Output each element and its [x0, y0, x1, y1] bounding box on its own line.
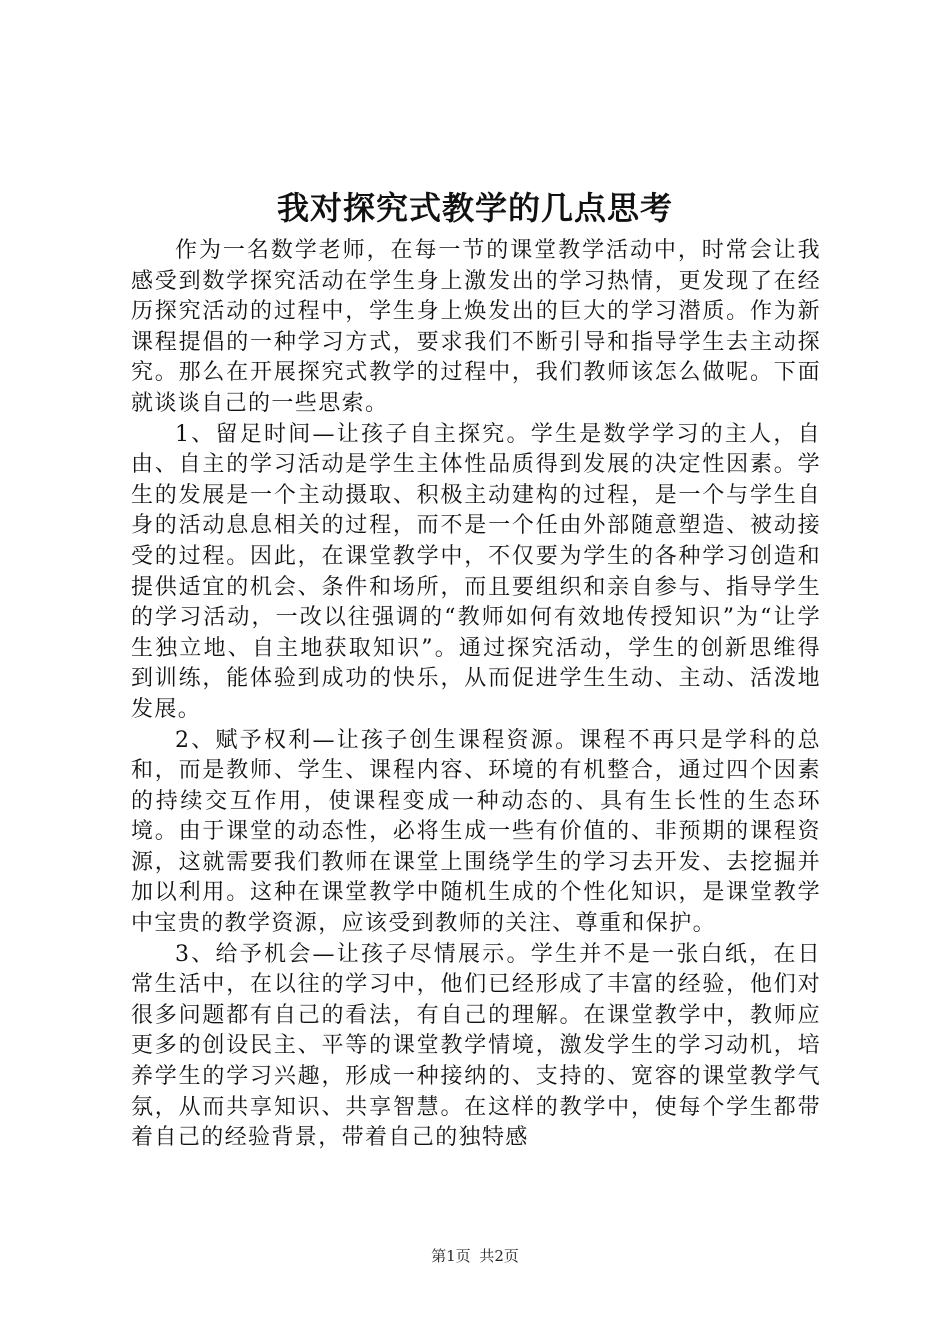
- page-number-current: 第1页: [431, 1247, 471, 1265]
- paragraph-point-3: 3、给予机会—让孩子尽情展示。学生并不是一张白纸，在日常生活中，在以往的学习中，他们已经形成了丰富的经验，他们对很多问题都有自己的看法，有自己的理解。在课堂教学中，教师应更多的创设民主、平等的课堂教学情境，激发学生的学习动机，培养学生的学习兴趣，形成一种接纳的、支持的、宽容的课堂教学气氛，从而共享知识、共享智慧。在这样的教学中，使每个学生都带着自己的经验背景，带着自己的独特感: [131, 941, 821, 1151]
- paragraph-point-2: 2、赋予权利—让孩子创生课程资源。课程不再只是学科的总和，而是教师、学生、课程内容、环境的有机整合，通过四个因素的持续交互作用，使课程变成一种动态的、具有生长性的生态环境。由于课堂的动态性，必将生成一些有价值的、非预期的课程资源，这就需要我们教师在课堂上围绕学生的学习去开发、去挖掘并加以利用。这种在课堂教学中随机生成的个性化知识，是课堂教学中宝贵的教学资源，应该受到教师的关注、尊重和保护。: [131, 727, 821, 937]
- page-footer: [0, 1244, 950, 1268]
- paragraph-intro: 作为一名数学老师，在每一节的课堂教学活动中，时常会让我感受到数学探究活动在学生身上激发出的学习热情，更发现了在经历探究活动的过程中，学生身上焕发出的巨大的学习潜质。作为新课程提倡的一种学习方式，要求我们不断引导和指导学生去主动探究。那么在开展探究式教学的过程中，我们教师该怎么做呢。下面就谈谈自己的一些思索。: [131, 238, 821, 416]
- paragraph-point-1: 1、留足时间—让孩子自主探究。学生是数学学习的主人，自由、自主的学习活动是学生主体性品质得到发展的决定性因素。学生的发展是一个主动摄取、积极主动建构的过程，是一个与学生自身的活动息息相关的过程，而不是一个任由外部随意塑造、被动接受的过程。因此，在课堂教学中，不仅要为学生的各种学习创造和提供适宜的机会、条件和场所，而且要组织和亲自参与、指导学生的学习活动，一改以往强调的“教师如何有效地传授知识”为“让学生独立地、自主地获取知识”。通过探究活动，学生的创新思维得到训练，能体验到成功的快乐，从而促进学生生动、主动、活泼地发展。: [131, 421, 821, 722]
- document-body: [131, 236, 821, 1154]
- document-title: 我对探究式教学的几点思考: [276, 189, 673, 227]
- page-number-total: 共2页: [479, 1247, 519, 1265]
